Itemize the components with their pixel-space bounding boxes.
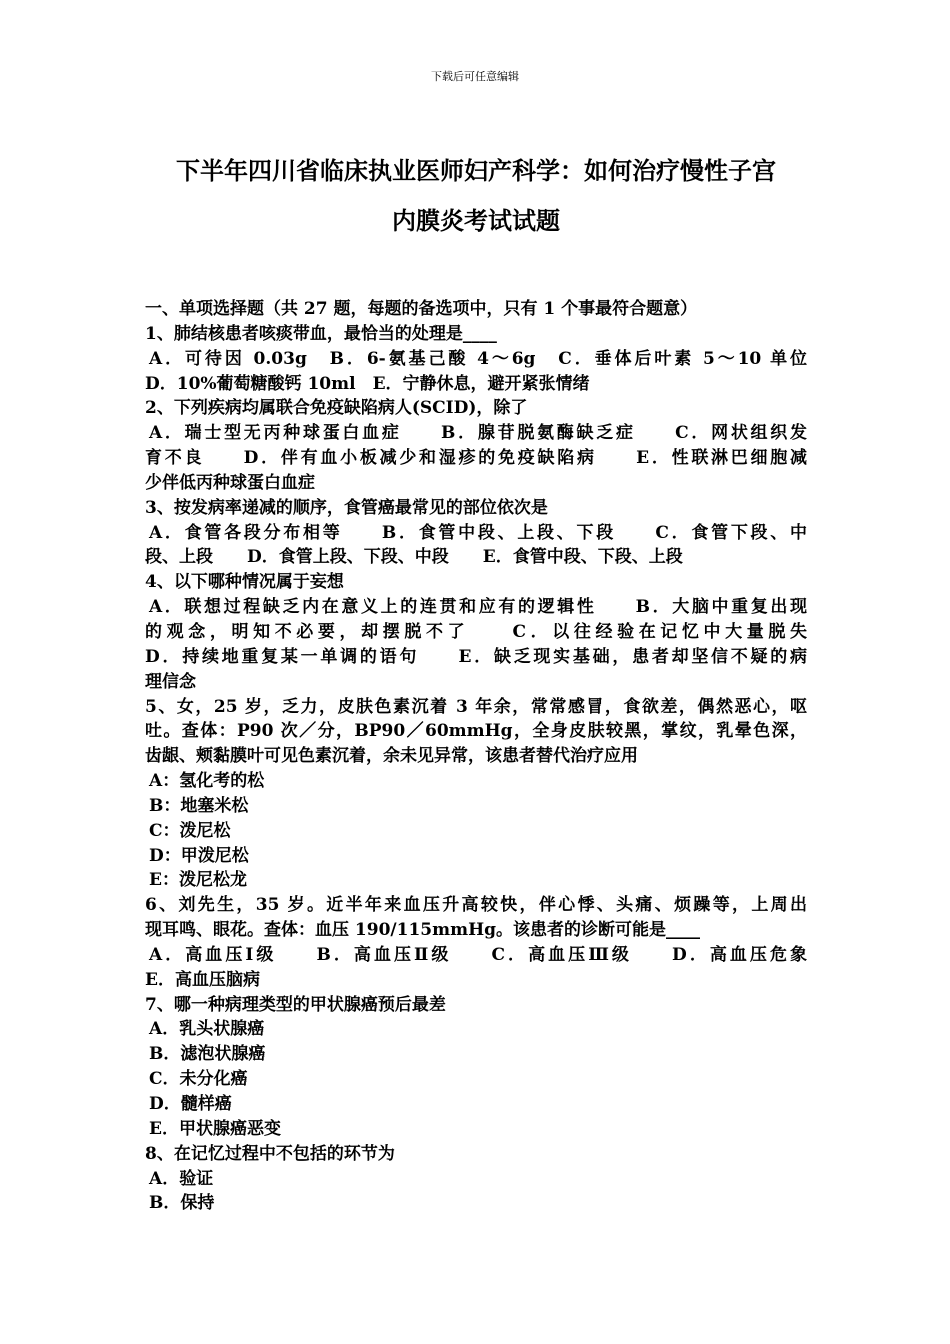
question-5-option-e: E：泼尼松龙: [149, 870, 247, 891]
document-title: [145, 146, 807, 246]
question-7-option-c: C．未分化癌: [149, 1069, 248, 1090]
question-1-stem: 1、肺结核患者咳痰带血，最恰当的处理是____: [145, 323, 497, 344]
question-4-options: A．联想过程缺乏内在意义上的连贯和应有的逻辑性 B．大脑中重复出现: [149, 597, 807, 618]
question-4-options: D．持续地重复某一单调的语句 E．缺乏现实基础，患者却坚信不疑的病: [145, 646, 807, 667]
question-3-options: A．食管各段分布相等 B．食管中段、上段、下段 C．食管下段、中: [149, 522, 807, 543]
question-5-stem: 吐。查体：P90 次／分，BP90／60mmHg，全身皮肤较黑，掌纹，乳晕色深，: [145, 721, 807, 742]
question-7-stem: 7、哪一种病理类型的甲状腺癌预后最差: [145, 994, 446, 1015]
question-8-option-b: B．保持: [149, 1193, 215, 1214]
question-5-option-a: A：氢化考的松: [149, 771, 265, 792]
question-2-options: A．瑞士型无丙种球蛋白血症 B．腺苷脱氨酶缺乏症 C．网状组织发: [149, 423, 807, 444]
question-1-options: D．10%葡萄糖酸钙 10ml E．宁静休息，避开紧张情绪: [145, 373, 590, 394]
question-2-stem: 2、下列疾病均属联合免疫缺陷病人(SCID)，除了: [145, 398, 528, 419]
question-3-options: 段、上段 D．食管上段、下段、中段 E．食管中段、下段、上段: [145, 547, 683, 568]
question-5-option-d: D：甲泼尼松: [149, 845, 249, 866]
question-5-stem: 5、女，25 岁，乏力，皮肤色素沉着 3 年余，常常感冒，食欲差，偶然恶心，呕: [145, 696, 807, 717]
title-line-2: 内膜炎考试试题: [392, 206, 560, 235]
question-6-stem: 6、刘先生，35 岁。近半年来血压升高较快，伴心悸、头痛、烦躁等，上周出: [145, 895, 807, 916]
question-7-option-b: B．滤泡状腺癌: [149, 1044, 266, 1065]
question-7-option-a: A．乳头状腺癌: [149, 1019, 265, 1040]
question-4-options: 理信念: [145, 671, 196, 692]
question-6-options: E．高血压脑病: [145, 969, 260, 990]
question-4-options: 的观念，明知不必要，却摆脱不了 C．以往经验在记忆中大量脱失: [145, 621, 807, 642]
document-body: [145, 297, 807, 1216]
question-5-stem: 齿龈、颊黏膜叶可见色素沉着，余未见异常，该患者替代治疗应用: [145, 746, 638, 767]
question-2-options: 育不良 D．伴有血小板减少和湿疹的免疫缺陷病 E．性联淋巴细胞减: [145, 448, 807, 469]
question-5-option-b: B：地塞米松: [149, 795, 249, 816]
question-2-options: 少伴低丙种球蛋白血症: [145, 472, 315, 493]
question-3-stem: 3、按发病率递减的顺序，食管癌最常见的部位依次是: [145, 497, 548, 518]
question-6-options: A．高血压Ⅰ级 B．高血压Ⅱ级 C．高血压Ⅲ级 D．高血压危象: [149, 944, 807, 965]
question-6-stem: 现耳鸣、眼花。查体：血压 190/115mmHg。该患者的诊断可能是____: [145, 920, 701, 941]
question-4-stem: 4、以下哪种情况属于妄想: [145, 572, 344, 593]
question-7-option-d: D．髓样癌: [149, 1094, 232, 1114]
question-1-options: A．可待因 0.03g B．6-氨基己酸 4～6g C．垂体后叶素 5～10 单位: [149, 348, 807, 369]
question-7-option-e: E．甲状腺癌恶变: [149, 1118, 281, 1139]
header-note: 下载后可任意编辑: [431, 70, 519, 83]
question-5-option-c: C：泼尼松: [149, 820, 231, 841]
question-8-stem: 8、在记忆过程中不包括的环节为: [145, 1143, 395, 1164]
title-line-1: 下半年四川省临床执业医师妇产科学：如何治疗慢性子宫: [176, 156, 776, 185]
section-heading: 一、单项选择题（共 27 题，每题的备选项中，只有 1 个事最符合题意）: [145, 299, 698, 319]
question-8-option-a: A．验证: [149, 1168, 214, 1189]
